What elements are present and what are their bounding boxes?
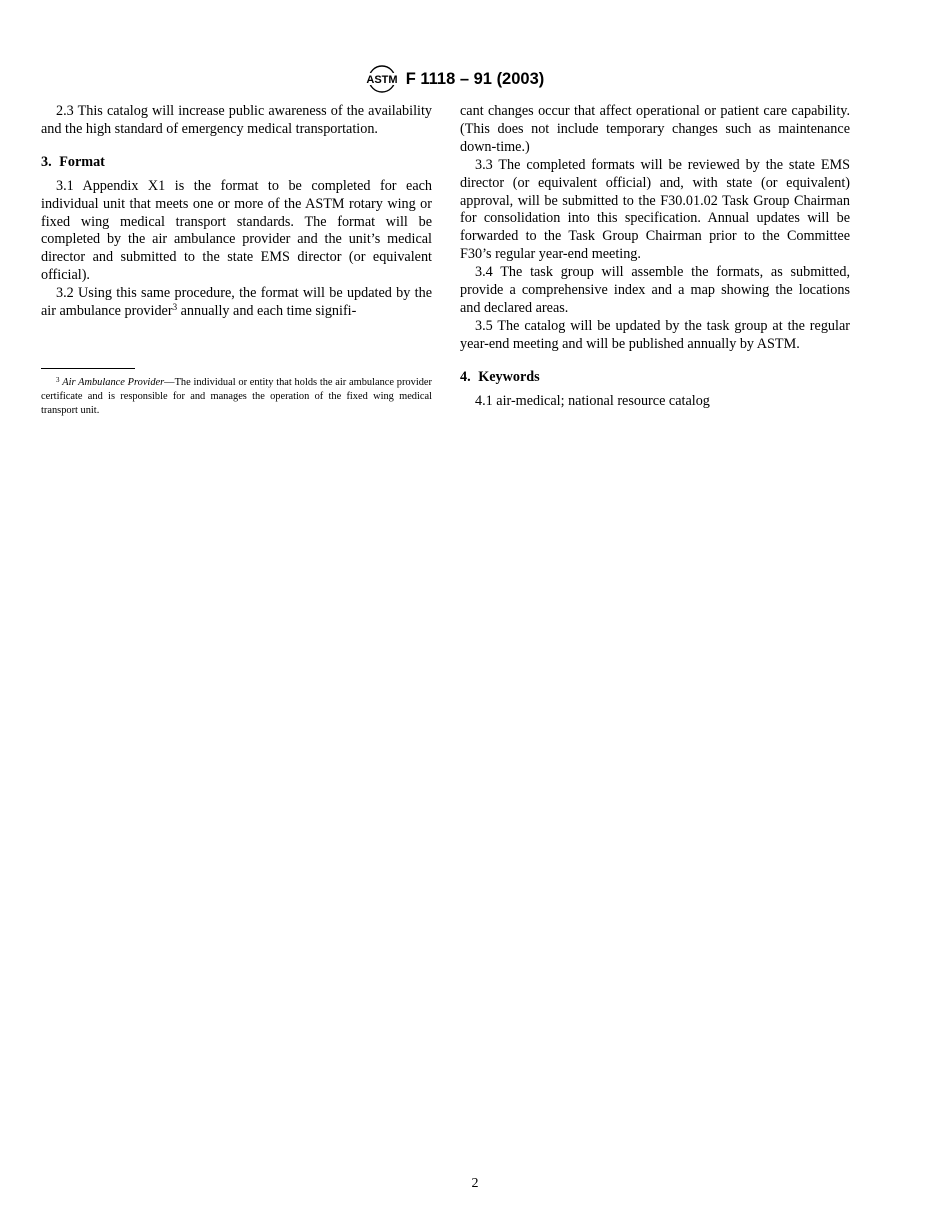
section-number: 3. bbox=[41, 153, 52, 170]
paragraph-number: 4.1 bbox=[475, 392, 493, 409]
paragraph-2-3 bbox=[41, 103, 432, 139]
paragraph-3-1 bbox=[41, 178, 432, 285]
paragraph-text: This catalog will increase public awareness of the availability and the high standard of emergency medical transportation. bbox=[41, 103, 432, 137]
page-number: 2 bbox=[471, 1176, 479, 1191]
paragraph-text: Using this same procedure, the format will be updated by the air ambulance provider bbox=[41, 285, 432, 320]
astm-logo bbox=[366, 64, 398, 94]
footnote bbox=[41, 376, 432, 418]
paragraph-text: The catalog will be updated by the task group at the regular year-end meeting and will be published annually by ASTM. bbox=[460, 317, 850, 352]
section-heading-format bbox=[41, 154, 432, 172]
right-column bbox=[460, 103, 850, 411]
document-designation: F 1118 – 91 (2003) bbox=[405, 69, 545, 88]
section-title: Format bbox=[59, 153, 105, 170]
footnote-divider bbox=[41, 368, 135, 369]
left-column bbox=[41, 103, 432, 321]
paragraph-text-continued: annually and each time signifi- bbox=[177, 303, 357, 320]
page-header bbox=[0, 64, 950, 94]
footnote-text: —The individual or entity that holds the air ambulance provider certificate and is responsible for and manages the operation of the fixed wing medical transport unit. bbox=[41, 377, 432, 416]
paragraph-3-2 bbox=[41, 285, 432, 321]
paragraph-text: The completed formats will be reviewed by the state EMS director (or equivalent official) and, with state (or equivalent) approval, will be submitted to the F30.01.02 Task Group Chairman for consolidation into this specification. Annual updates will be forwarded to the Task Group Chairman prior to the Committee F30’s regular year-end meeting. bbox=[460, 156, 850, 263]
section-heading-keywords bbox=[460, 369, 850, 387]
footnote-marker: 3 bbox=[56, 376, 60, 384]
paragraph-number: 3.4 bbox=[475, 264, 493, 281]
section-number: 4. bbox=[460, 368, 471, 385]
paragraph-text: air-medical; national resource catalog bbox=[496, 392, 710, 409]
paragraph-4-1 bbox=[460, 393, 850, 411]
paragraph-number: 3.3 bbox=[475, 156, 493, 173]
paragraph-3-5 bbox=[460, 318, 850, 354]
paragraph-number: 3.5 bbox=[475, 317, 493, 334]
paragraph-text: The task group will assemble the formats, as submitted, provide a comprehensive index and a map showing the locations and declared areas. bbox=[460, 264, 850, 316]
paragraph-number: 2.3 bbox=[56, 103, 74, 119]
paragraph-3-2-continued: cant changes occur that affect operational or patient care capability. (This does not include temporary changes such as maintenance down-time.) bbox=[460, 103, 850, 155]
section-title: Keywords bbox=[478, 368, 540, 385]
footnote-reference: 3 bbox=[172, 302, 178, 313]
paragraph-3-3 bbox=[460, 157, 850, 264]
paragraph-number: 3.1 bbox=[56, 177, 74, 194]
paragraph-3-4 bbox=[460, 264, 850, 318]
paragraph-text: Appendix X1 is the format to be completed for each individual unit that meets one or more of the ASTM rotary wing or fixed wing medical transport standards. The format will be completed by the air ambulance provider and the unit’s medical director and submitted to the state EMS director (or equivalent official). bbox=[41, 177, 433, 284]
paragraph-number: 3.2 bbox=[56, 285, 74, 302]
svg-text:ASTM: ASTM bbox=[366, 74, 398, 86]
footnote-term: Air Ambulance Provider bbox=[62, 377, 165, 388]
